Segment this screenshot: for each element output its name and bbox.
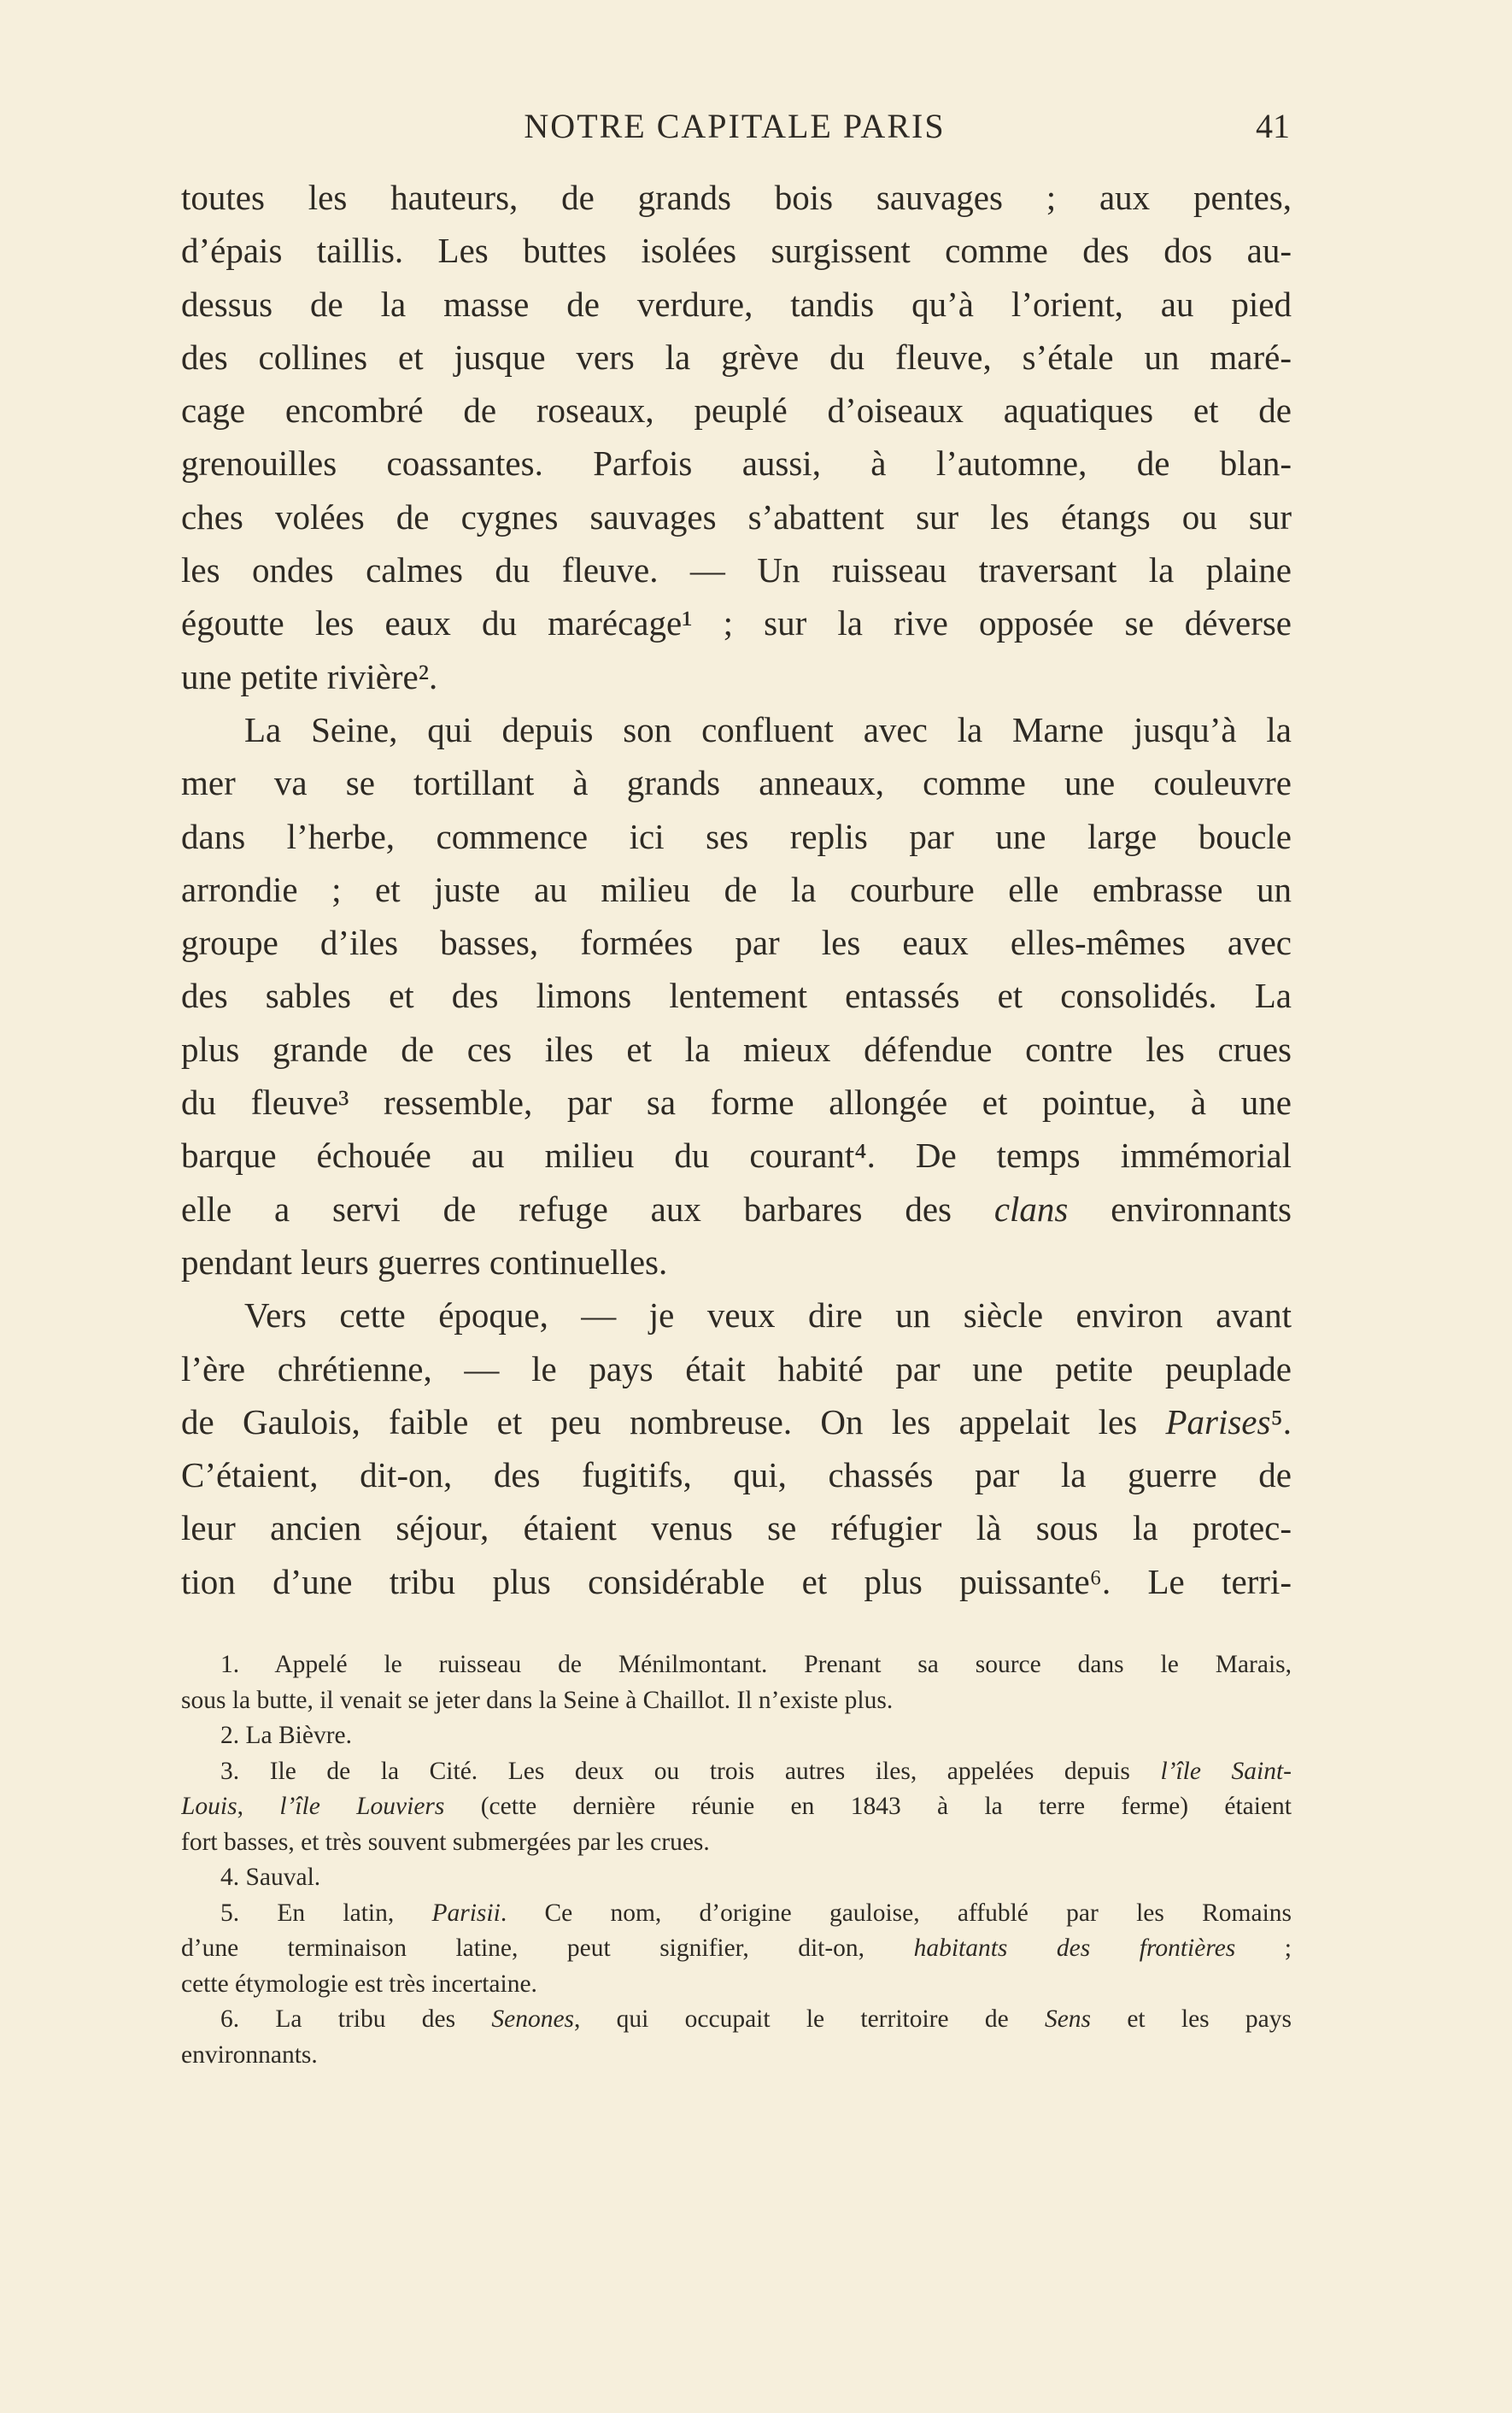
body-text bbox=[181, 171, 1292, 1608]
text-line: cage encombré de roseaux, peuplé d’oiseaux aquatiques et de bbox=[181, 390, 1292, 431]
text-line: des sables et des limons lentement entassés et consolidés. La bbox=[181, 976, 1292, 1016]
text-line: tion d’une tribu plus considérable et plus puissante⁶. Le terri- bbox=[181, 1561, 1292, 1601]
text-line: grenouilles coassantes. Parfois aussi, à l’automne, de blan- bbox=[181, 443, 1292, 484]
text-line: barque échouée au milieu du courant⁴. De temps immémorial bbox=[181, 1136, 1292, 1176]
page-number: 41 bbox=[1256, 107, 1290, 145]
text-line: La Seine, qui depuis son confluent avec la Marne jusqu’à la bbox=[244, 709, 1292, 749]
running-title: NOTRE CAPITALE PARIS bbox=[524, 107, 946, 145]
footnote-line: 6. La tribu des Senones, qui occupait le territoire de Sens et les pays bbox=[220, 2005, 1292, 2033]
text-line: dans l’herbe, commence ici ses replis par une large boucle bbox=[181, 816, 1292, 856]
text-line: Vers cette époque, — je veux dire un siècle environ avant bbox=[244, 1295, 1292, 1336]
footnote-line: 2. La Bièvre. bbox=[220, 1722, 352, 1749]
text-line: elle a servi de refuge aux barbares des clans environnants bbox=[181, 1189, 1292, 1229]
text-line: arrondie ; et juste au milieu de la courbure elle embrasse un bbox=[181, 869, 1292, 909]
footnote-line: environnants. bbox=[181, 2040, 318, 2069]
text-line: groupe d’iles basses, formées par les eaux elles-mêmes avec bbox=[181, 923, 1292, 963]
text-line: pendant leurs guerres continuelles. bbox=[181, 1242, 668, 1282]
page-header bbox=[179, 101, 1290, 152]
text-line: une petite rivière². bbox=[181, 656, 438, 696]
footnotes bbox=[181, 1647, 1292, 2073]
footnote-line: d’une terminaison latine, peut signifier, dit-on, habitants des frontières ; bbox=[181, 1935, 1292, 1962]
footnote-line: 3. Ile de la Cité. Les deux ou trois autres iles, appelées depuis l’île Saint- bbox=[220, 1757, 1292, 1785]
footnote-line: cette étymologie est très incertaine. bbox=[181, 1970, 537, 1998]
text-line: dessus de la masse de verdure, tandis qu’à l’orient, au pied bbox=[181, 284, 1292, 324]
footnote-line: 5. En latin, Parisii. Ce nom, d’origine gauloise, affublé par les Romains bbox=[220, 1899, 1292, 1927]
text-line: plus grande de ces iles et la mieux défendue contre les crues bbox=[181, 1029, 1292, 1069]
text-line: d’épais taillis. Les buttes isolées surgissent comme des dos au- bbox=[181, 231, 1292, 271]
text-line: mer va se tortillant à grands anneaux, comme une couleuvre bbox=[181, 763, 1292, 803]
footnote-line: 4. Sauval. bbox=[220, 1864, 321, 1891]
text-line: C’étaient, dit-on, des fugitifs, qui, chassés par la guerre de bbox=[181, 1455, 1292, 1495]
text-line: égoutte les eaux du marécage¹ ; sur la rive opposée se déverse bbox=[181, 603, 1292, 643]
text-line: des collines et jusque vers la grève du fleuve, s’étale un maré- bbox=[181, 337, 1292, 377]
footnote-line: 1. Appelé le ruisseau de Ménilmontant. Prenant sa source dans le Marais, bbox=[220, 1651, 1292, 1678]
text-line: toutes les hauteurs, de grands bois sauvages ; aux pentes, bbox=[181, 178, 1292, 217]
text-line: du fleuve³ ressemble, par sa forme allongée et pointue, à une bbox=[181, 1083, 1292, 1123]
footnote-line: Louis, l’île Louviers (cette dernière réunie en 1843 à la terre ferme) étaient bbox=[181, 1793, 1292, 1820]
text-line: les ondes calmes du fleuve. — Un ruisseau traversant la plaine bbox=[181, 550, 1292, 590]
text-line: de Gaulois, faible et peu nombreuse. On les appelait les Parises⁵. bbox=[181, 1401, 1292, 1441]
text-line: l’ère chrétienne, — le pays était habité par une petite peuplade bbox=[181, 1348, 1292, 1389]
footnote-line: fort basses, et très souvent submergées par les crues. bbox=[181, 1828, 710, 1856]
text-line: leur ancien séjour, étaient venus se réfugier là sous la protec- bbox=[181, 1508, 1292, 1548]
text-line: ches volées de cygnes sauvages s’abattent sur les étangs ou sur bbox=[181, 496, 1292, 537]
footnote-line: sous la butte, il venait se jeter dans la Seine à Chaillot. Il n’existe plus. bbox=[181, 1686, 894, 1714]
